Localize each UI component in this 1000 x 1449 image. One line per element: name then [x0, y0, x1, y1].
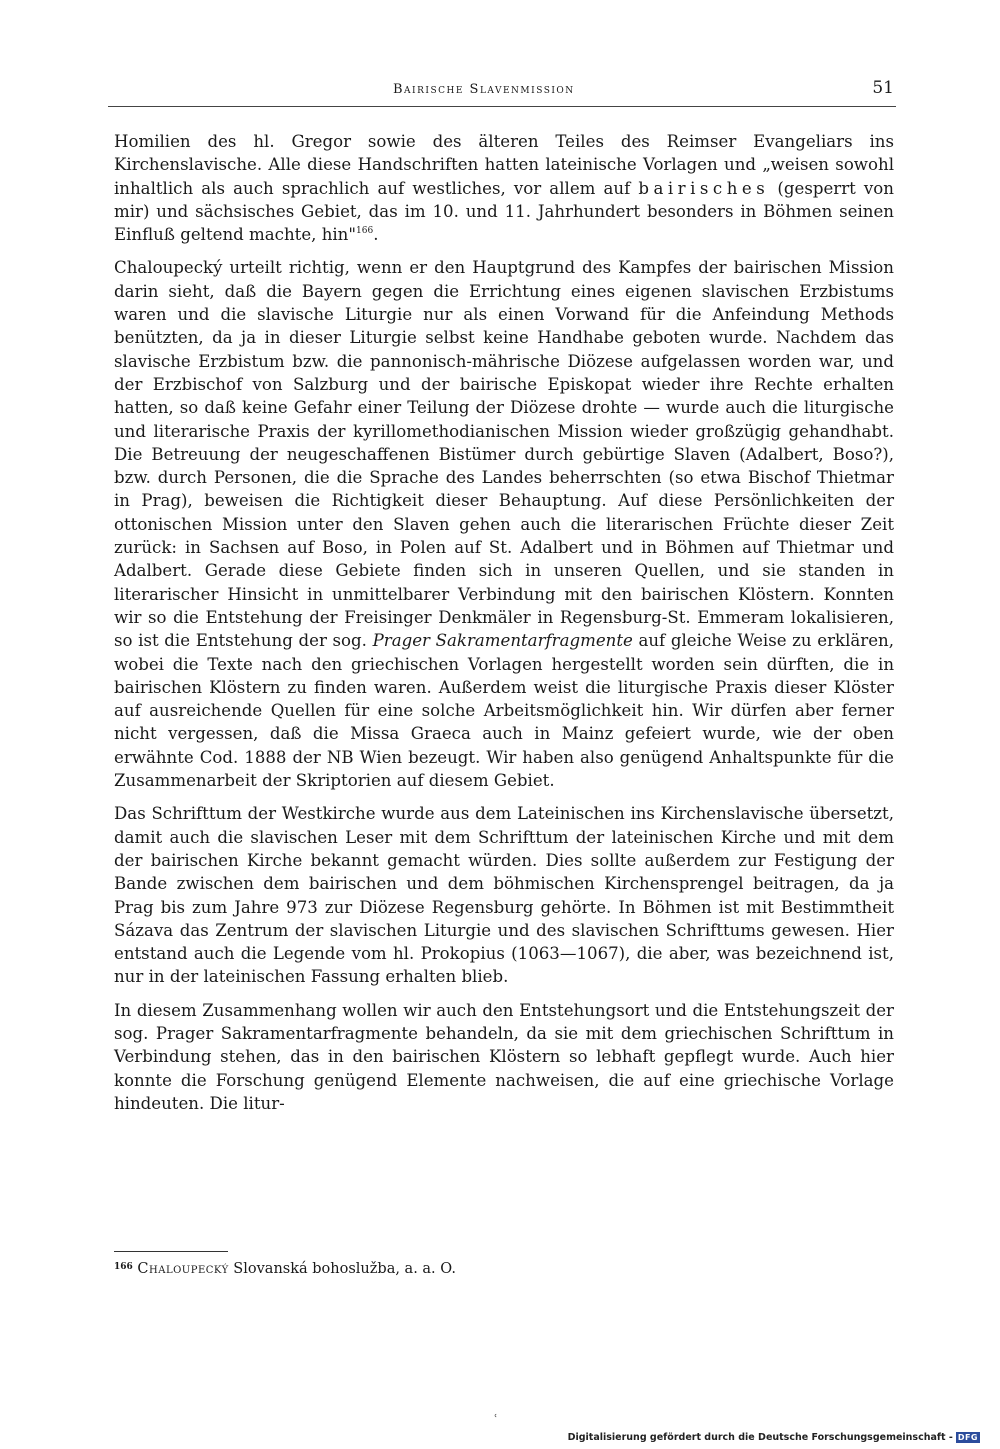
- p1-text-c: .: [373, 225, 379, 245]
- p1-text-a: Homilien des hl. Gregor sowie des älteren Teiles des Reimser Evangeliars ins Kirchenslavische. Alle diese Handschriften hatten lateinische Vorlagen und „weisen sowohl inhaltlich als auch sprachlich auf westliches, vor allem auf: [114, 132, 894, 198]
- p2-text-b: auf gleiche Weise zu erklären, wobei die Texte nach den griechischen Vorlagen hergestellt worden sein dürften, die in bairischen Klöstern zu finden waren. Außerdem weist die liturgische Praxis dieser Klöster auf ausreichende Quellen für eine solche Arbeitsmöglichkeit hin. Wir dürfen aber ferner nicht vergessen, daß die Missa Graeca auch in Mainz gefeiert wurde, wie der oben erwähnte Cod. 1888 der NB Wien bezeugt. Wir haben also genügend Anhaltspunkte für die Zusammenarbeit der Skriptorien auf diesem Gebiet.: [114, 631, 894, 791]
- footnote-number: 166: [114, 1262, 133, 1272]
- footnote-author: Chaloupecký: [137, 1261, 229, 1277]
- footnote-reference: 166: [356, 226, 374, 237]
- running-head: [108, 78, 896, 107]
- paragraph-4: In diesem Zusammenhang wollen wir auch den Entstehungsort und die Entstehungszeit der sog. Prager Sakramentarfragmente behandeln, da sie mit dem griechischen Schrifttum in Verbindung stehen, das in den bairischen Klöstern so lebhaft gepflegt wurde. Auch hier konnte die Forschung genügend Elemente nachweisen, die auf eine griechische Vorlage hindeuten. Die litur-: [114, 1000, 894, 1113]
- paragraph-3: Das Schrifttum der Westkirche wurde aus dem Lateinischen ins Kirchenslavische übersetzt, damit auch die slavischen Leser mit dem Schrifttum der lateinischen Kirche und mit dem der bairischen Kirche bekannt gemacht würden. Dies sollte außerdem zur Festigung der Bande zwischen dem bairischen und dem böhmischen Kirchensprengel beitragen, da ja Prag bis zum Jahre 973 zur Diözese Regensburg gehörte. In Böhmen ist mit Bestimmtheit Sázava das Zentrum der slavischen Liturgie und des slavischen Schrifttums gewesen. Hier entstand auch die Legende vom hl. Prokopius (1063—1067), die aber, was bezeichnend ist, nur in der lateinischen Fassung erhalten blieb.: [114, 804, 894, 987]
- credit-text: Digitalisierung gefördert durch die Deutsche Forschungsgemeinschaft -: [567, 1431, 953, 1443]
- p2-text-a: Chaloupecký urteilt richtig, wenn er den Hauptgrund des Kampfes der bairischen Mission darin sieht, daß die Bayern gegen die Errichtung eines eigenen slavischen Erzbistums waren und die slavische Liturgie nur als einen Vorwand für die Anfeindung Methods benützten, da ja in dieser Liturgie selbst keine Handhabe geboten wurde. Nachdem das slavische Erzbistum bzw. die pannonisch-mährische Diözese aufgelassen worden war, und der Erzbischof von Salzburg und der bairische Episkopat wieder ihre Rechte erhalten hatten, so daß keine Gefahr einer Teilung der Diözese drohte — wurde auch die liturgische und literarische Praxis der kyrillomethodianischen Mission wieder großzügig gehandhabt. Die Betreuung der neugeschaffenen Bistümer durch gebürtige Slaven (Adalbert, Boso?), bzw. durch Personen, die die Sprache des Landes beherrschten (so etwa Bischof Thietmar in Prag), beweisen die Richtigkeit dieser Behauptung. Auf diese Persönlichkeiten der ottonischen Mission unter den Slaven gehen auch die literarischen Früchte dieser Zeit zurück: in Sachsen auf Boso, in Polen auf St. Adalbert und in Böhmen auf Thietmar und Adalbert. Gerade diese Gebiete finden sich in unseren Quellen, und sie standen in literarischer Hinsicht in unmittelbarer Verbindung mit den bairischen Klöstern. Konnten wir so die Entstehung der Freisinger Denkmäler in Regensburg-St. Emmeram lokalisieren, so ist die Entstehung der sog.: [114, 258, 894, 651]
- paragraph-1: [114, 130, 894, 246]
- digitization-credit: [568, 1430, 980, 1444]
- p1-text-b: (gesperrt von mir) und sächsisches Gebiet, das im 10. und 11. Jahrhundert besonders in Böhmen seinen Einfluß geltend machte, hin": [114, 178, 894, 245]
- p2-italic-title: Prager Sakramentarfragmente: [372, 631, 633, 651]
- page-number: 51: [872, 78, 894, 98]
- footnote: [114, 1257, 894, 1279]
- running-title: Bairische Slavenmission: [393, 82, 575, 97]
- p1-spaced-word: bairisches: [638, 178, 770, 198]
- stray-mark: ˓: [494, 1409, 498, 1423]
- body-text: [114, 130, 894, 1125]
- paragraph-2: [114, 256, 894, 792]
- footnote-text: Slovanská bohoslužba, a. a. O.: [228, 1261, 456, 1277]
- footnote-rule: [114, 1251, 228, 1252]
- dfg-logo-icon: DFG: [957, 1432, 978, 1442]
